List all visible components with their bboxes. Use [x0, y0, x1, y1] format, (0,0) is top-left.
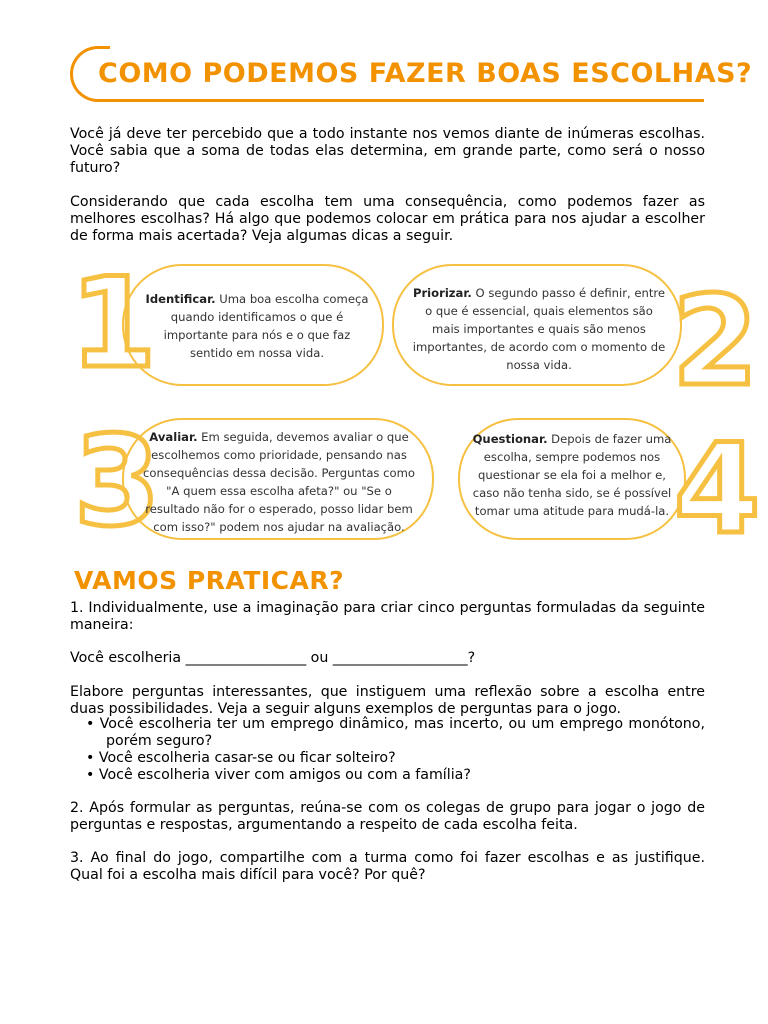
list-item: • Você escolheria casar-se ou ficar solteiro? — [86, 750, 396, 766]
elabore-paragraph: Elabore perguntas interessantes, que instiguem uma reflexão sobre a escolha entre duas possibilidades. Veja a seguir alguns exemplos de perguntas para o jogo. — [70, 684, 705, 717]
step-card-3 — [122, 418, 434, 540]
practice-item-2: 2. Após formular as perguntas, reúna-se com os colegas de grupo para jogar o jogo de perguntas e respostas, argumentando a respeito de cada escolha feita. — [70, 800, 705, 833]
step-heading-4: Questionar. — [472, 432, 548, 446]
question-template: Você escolheria _________________ ou ___________________? — [70, 650, 476, 666]
step-text-2 — [412, 284, 666, 374]
step-body-1: Uma boa escolha começa quando identificamos o que é importante para nós e o que faz sentido em nossa vida. — [163, 292, 369, 360]
step-card-4 — [458, 418, 686, 540]
page-title: COMO PODEMOS FAZER BOAS ESCOLHAS? — [98, 58, 753, 89]
title-underline — [98, 99, 704, 102]
step-number-1: 1 — [70, 252, 157, 396]
step-body-4: Depois de fazer uma escolha, sempre podemos nos questionar se ela foi a melhor e, caso não tenha sido, se é possível tomar uma atitude para mudá-la. — [472, 432, 672, 518]
step-text-4 — [470, 430, 674, 520]
practice-item-1: 1. Individualmente, use a imaginação para criar cinco perguntas formuladas da seguinte maneira: — [70, 600, 705, 633]
step-card-1 — [122, 264, 384, 386]
step-number-4: 4 — [674, 418, 761, 562]
practice-item-3: 3. Ao final do jogo, compartilhe com a turma como foi fazer escolhas e as justifique. Qual foi a escolha mais difícil para você? Por quê? — [70, 850, 705, 883]
intro-paragraph-2: Considerando que cada escolha tem uma consequência, como podemos fazer as melhores escolhas? Há algo que podemos colocar em prática para nos ajudar a escolher de forma mais acertada? Veja algumas dicas a seguir. — [70, 194, 705, 244]
step-text-1 — [142, 290, 372, 362]
step-text-3 — [138, 428, 420, 536]
step-number-3: 3 — [74, 410, 161, 554]
step-heading-3: Avaliar. — [149, 430, 198, 444]
step-body-3: Em seguida, devemos avaliar o que escolhemos como prioridade, pensando nas consequências dessa decisão. Perguntas como "A quem essa escolha afeta?" ou "Se o resultado não for o esperado, posso lidar bem com isso?" podem nos ajudar na avaliação. — [142, 430, 416, 534]
title-banner — [70, 46, 753, 106]
intro-paragraph-1: Você já deve ter percebido que a todo instante nos vemos diante de inúmeras escolhas. Você sabia que a soma de todas elas determina, em grande parte, como será o nosso futuro? — [70, 126, 705, 176]
examples-list — [70, 716, 705, 784]
list-item: • Você escolheria viver com amigos ou com a família? — [86, 767, 471, 783]
list-item: • Você escolheria ter um emprego dinâmico, mas incerto, ou um emprego monótono, porém seguro? — [86, 716, 705, 749]
step-body-2: O segundo passo é definir, entre o que é essencial, quais elementos são mais importantes e quais são menos importantes, de acordo com o momento de nossa vida. — [412, 286, 666, 372]
section-title-practice: VAMOS PRATICAR? — [74, 566, 345, 595]
step-heading-1: Identificar. — [145, 292, 216, 306]
step-heading-2: Priorizar. — [412, 286, 472, 300]
step-number-2: 2 — [672, 270, 759, 414]
step-card-2 — [392, 264, 682, 386]
